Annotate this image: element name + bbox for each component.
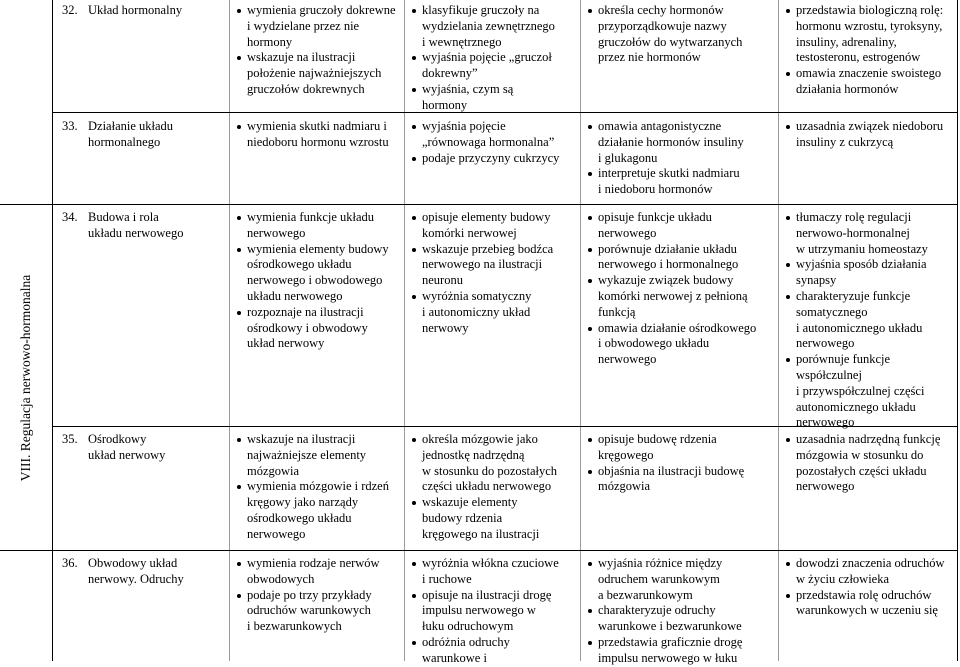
bullet-item: wyróżnia somatyczny: [412, 289, 553, 305]
bullet-item: charakteryzuje odruchy: [588, 603, 742, 619]
bullet-item: objaśnia na ilustracji budowę: [588, 464, 744, 480]
bullet-item: określa cechy hormonów: [588, 3, 742, 19]
bullet-continuation: insuliny z cukrzycą: [796, 134, 894, 149]
bullet-item: przedstawia graficznie drogę: [588, 635, 742, 651]
bullet-continuation: kręgowy jako narządy: [247, 495, 359, 510]
requirements-cell: [237, 3, 396, 98]
bullet-item: opisuje na ilustracji drogę: [412, 588, 559, 604]
requirements-cell: [786, 3, 943, 98]
bullet-continuation: wydzielania zewnętrznego: [422, 18, 555, 33]
bullet-item: wskazuje na ilustracji: [237, 432, 389, 448]
bullet-item: wskazuje elementy: [412, 495, 557, 511]
bullet-item: wyjaśnia różnice między: [588, 556, 742, 572]
requirements-cell: [588, 210, 756, 368]
requirements-cell: [588, 119, 744, 198]
requirements-cell: [412, 432, 557, 543]
bullet-continuation: położenie najważniejszych: [247, 66, 382, 81]
bullet-continuation: impulsu nerwowego w łuku: [598, 650, 738, 665]
bullet-item: wyjaśnia, czym są: [412, 82, 555, 98]
bullet-continuation: budowy rdzenia: [422, 510, 503, 525]
bullet-continuation: przez nie hormonów: [598, 50, 701, 65]
bullet-continuation: najważniejsze elementy: [247, 447, 367, 462]
bullet-continuation: i wewnętrznego: [422, 34, 502, 49]
bullet-continuation: a bezwarunkowym: [598, 587, 693, 602]
lesson-number: 33.: [62, 119, 78, 133]
bullet-continuation: warunkowe i bezwarunkowe: [598, 619, 742, 634]
topic-cell: [62, 3, 182, 19]
bullet-continuation: autonomicznego układu: [796, 399, 916, 414]
bullet-continuation: obwodowych: [247, 571, 315, 586]
bullet-item: dowodzi znaczenia odruchów: [786, 556, 945, 572]
section-label: [0, 205, 52, 551]
bullet-item: wymienia funkcje układu: [237, 210, 389, 226]
lesson-title: Działanie układu: [88, 119, 174, 133]
bullet-continuation: jednostkę nadrzędną: [422, 447, 525, 462]
requirements-cell: [588, 432, 744, 495]
bullet-continuation: nerwowego: [796, 415, 855, 430]
bullet-continuation: nerwowego i hormonalnego: [598, 257, 739, 272]
bullet-continuation: nerwowego: [247, 225, 306, 240]
requirements-cell: [412, 3, 555, 114]
grid-line: [778, 0, 779, 661]
bullet-continuation: mózgowia: [247, 463, 300, 478]
bullet-continuation: odruchem warunkowym: [598, 571, 720, 586]
bullet-continuation: nerwowego: [598, 352, 657, 367]
bullet-item: przedstawia rolę odruchów: [786, 588, 945, 604]
requirements-cell: [588, 556, 742, 667]
bullet-item: wyjaśnia sposób działania: [786, 257, 928, 273]
bullet-continuation: pozostałych części układu: [796, 463, 927, 478]
lesson-title: Budowa i rola: [88, 210, 159, 224]
bullet-continuation: działania hormonów: [796, 81, 899, 96]
bullet-continuation: i wydzielane przez nie: [247, 18, 360, 33]
lesson-title: nerwowy. Odruchy: [88, 571, 184, 586]
bullet-continuation: nerwowego: [796, 336, 855, 351]
requirements-cell: [786, 556, 945, 619]
bullet-continuation: impulsu nerwowego w: [422, 603, 536, 618]
bullet-item: porównuje działanie układu: [588, 242, 756, 258]
bullet-continuation: nerwowego na ilustracji: [422, 257, 543, 272]
bullet-item: wskazuje na ilustracji: [237, 50, 396, 66]
bullet-continuation: neuronu: [422, 273, 463, 288]
bullet-continuation: odruchów warunkowych: [247, 603, 371, 618]
bullet-continuation: i ruchowe: [422, 571, 472, 586]
bullet-continuation: w utrzymaniu homeostazy: [796, 241, 928, 256]
topic-cell: [62, 556, 184, 588]
bullet-continuation: i glukagonu: [598, 150, 658, 165]
bullet-continuation: kręgowego: [598, 447, 654, 462]
bullet-continuation: w stosunku do pozostałych: [422, 463, 558, 478]
bullet-continuation: układ nerwowy: [247, 336, 325, 351]
bullet-continuation: niedoboru hormonu wzrostu: [247, 134, 389, 149]
requirements-cell: [412, 119, 559, 166]
bullet-item: wyróżnia włókna czuciowe: [412, 556, 559, 572]
bullet-item: wymienia skutki nadmiaru i: [237, 119, 389, 135]
bullet-continuation: i bezwarunkowych: [247, 619, 342, 634]
bullet-continuation: somatycznego: [796, 304, 868, 319]
bullet-continuation: gruczołów do wytwarzanych: [598, 34, 743, 49]
bullet-item: uzasadnia związek niedoboru: [786, 119, 943, 135]
bullet-continuation: ośrodkowego układu: [247, 510, 352, 525]
requirements-cell: [412, 556, 559, 667]
bullet-item: wyjaśnia pojęcie: [412, 119, 559, 135]
bullet-item: omawia działanie ośrodkowego: [588, 321, 756, 337]
requirements-cell: [786, 432, 940, 495]
bullet-continuation: i autonomicznego układu: [796, 320, 923, 335]
bullet-item: wymienia rodzaje nerwów: [237, 556, 380, 572]
bullet-item: opisuje budowę rdzenia: [588, 432, 744, 448]
bullet-item: wyjaśnia pojęcie „gruczoł: [412, 50, 555, 66]
bullet-continuation: gruczołów dokrewnych: [247, 81, 365, 96]
bullet-continuation: dokrewny”: [422, 66, 478, 81]
grid-line: [0, 550, 958, 551]
bullet-continuation: nerwowy: [422, 320, 469, 335]
bullet-continuation: łuku odruchowym: [422, 619, 514, 634]
bullet-item: uzasadnia nadrzędną funkcję: [786, 432, 940, 448]
bullet-continuation: nerwowego: [598, 225, 657, 240]
grid-line: [0, 204, 958, 205]
bullet-continuation: testosteronu, estrogenów: [796, 50, 921, 65]
bullet-continuation: nerwowego: [247, 526, 306, 541]
requirements-cell: [237, 556, 380, 635]
bullet-continuation: mózgowia: [598, 479, 651, 494]
bullet-item: odróżnia odruchy: [412, 635, 559, 651]
bullet-continuation: „równowaga hormonalna”: [422, 134, 555, 149]
bullet-continuation: i niedoboru hormonów: [598, 182, 713, 197]
requirements-cell: [588, 3, 742, 66]
lesson-title: hormonalnego: [88, 134, 161, 149]
bullet-continuation: w życiu człowieka: [796, 571, 890, 586]
bullet-item: wykazuje związek budowy: [588, 273, 756, 289]
bullet-continuation: części układu nerwowego: [422, 479, 552, 494]
bullet-item: omawia znaczenie swoistego: [786, 66, 943, 82]
bullet-item: tłumaczy rolę regulacji: [786, 210, 928, 226]
bullet-continuation: kręgowego na ilustracji: [422, 526, 540, 541]
bullet-continuation: insuliny, adrenaliny,: [796, 34, 897, 49]
bullet-item: wskazuje przebieg bodźca: [412, 242, 553, 258]
bullet-continuation: komórki nerwowej z pełnioną: [598, 288, 748, 303]
bullet-continuation: współczulnej: [796, 367, 862, 382]
bullet-item: podaje po trzy przykłady: [237, 588, 380, 604]
bullet-item: wymienia mózgowie i rdzeń: [237, 479, 389, 495]
lesson-title: Ośrodkowy: [88, 432, 147, 446]
grid-line: [404, 0, 405, 661]
bullet-item: klasyfikuje gruczoły na: [412, 3, 555, 19]
topic-cell: [62, 432, 165, 464]
lesson-title: Obwodowy układ: [88, 556, 178, 570]
bullet-continuation: układu nerwowego: [247, 288, 343, 303]
bullet-item: rozpoznaje na ilustracji: [237, 305, 389, 321]
bullet-continuation: warunkowe i: [422, 650, 487, 665]
requirements-cell: [412, 210, 553, 336]
bullet-item: podaje przyczyny cukrzycy: [412, 151, 559, 167]
grid-line: [580, 0, 581, 661]
requirements-cell: [786, 119, 943, 151]
lesson-title: układ nerwowy: [88, 447, 166, 462]
bullet-continuation: nerwowego i obwodowego: [247, 273, 383, 288]
topic-cell: [62, 210, 183, 242]
bullet-continuation: ośrodkowy i obwodowy: [247, 320, 368, 335]
requirements-cell: [237, 119, 389, 151]
grid-line: [229, 0, 230, 661]
bullet-continuation: nerwowo-hormonalnej: [796, 225, 910, 240]
requirements-cell: [237, 210, 389, 352]
bullet-continuation: funkcją: [598, 304, 636, 319]
bullet-item: określa mózgowie jako: [412, 432, 557, 448]
lesson-title: układu nerwowego: [88, 225, 184, 240]
bullet-continuation: synapsy: [796, 273, 837, 288]
bullet-item: omawia antagonistyczne: [588, 119, 744, 135]
lesson-number: 35.: [62, 432, 78, 446]
bullet-continuation: przyporządkowuje nazwy: [598, 18, 727, 33]
bullet-item: wymienia elementy budowy: [237, 242, 389, 258]
bullet-continuation: i przywspółczulnej części: [796, 383, 925, 398]
bullet-item: przedstawia biologiczną rolę:: [786, 3, 943, 19]
lesson-number: 34.: [62, 210, 78, 224]
lesson-number: 36.: [62, 556, 78, 570]
bullet-continuation: i autonomiczny układ: [422, 304, 531, 319]
topic-cell: [62, 119, 173, 151]
section-title: VIII. Regulacja nerwowo-hormonalna: [18, 274, 34, 482]
bullet-item: charakteryzuje funkcje: [786, 289, 928, 305]
bullet-continuation: hormony: [247, 34, 293, 49]
lesson-number: 32.: [62, 3, 78, 17]
bullet-continuation: hormonu wzrostu, tyroksyny,: [796, 18, 943, 33]
lesson-title: Układ hormonalny: [88, 3, 183, 17]
bullet-continuation: komórki nerwowej: [422, 225, 517, 240]
bullet-item: opisuje elementy budowy: [412, 210, 553, 226]
requirements-cell: [237, 432, 389, 543]
bullet-continuation: i obwodowego układu: [598, 336, 710, 351]
bullet-continuation: mózgowia w stosunku do: [796, 447, 924, 462]
requirements-cell: [786, 210, 928, 431]
grid-line: [52, 0, 53, 661]
bullet-item: porównuje funkcje: [786, 352, 928, 368]
bullet-continuation: ośrodkowego układu: [247, 257, 352, 272]
bullet-continuation: hormony: [422, 97, 468, 112]
bullet-item: opisuje funkcje układu: [588, 210, 756, 226]
bullet-continuation: warunkowych w uczeniu się: [796, 603, 938, 618]
bullet-item: wymienia gruczoły dokrewne: [237, 3, 396, 19]
grid-line: [957, 0, 958, 661]
bullet-continuation: działanie hormonów insuliny: [598, 134, 744, 149]
bullet-continuation: nerwowego: [796, 479, 855, 494]
bullet-item: interpretuje skutki nadmiaru: [588, 166, 744, 182]
